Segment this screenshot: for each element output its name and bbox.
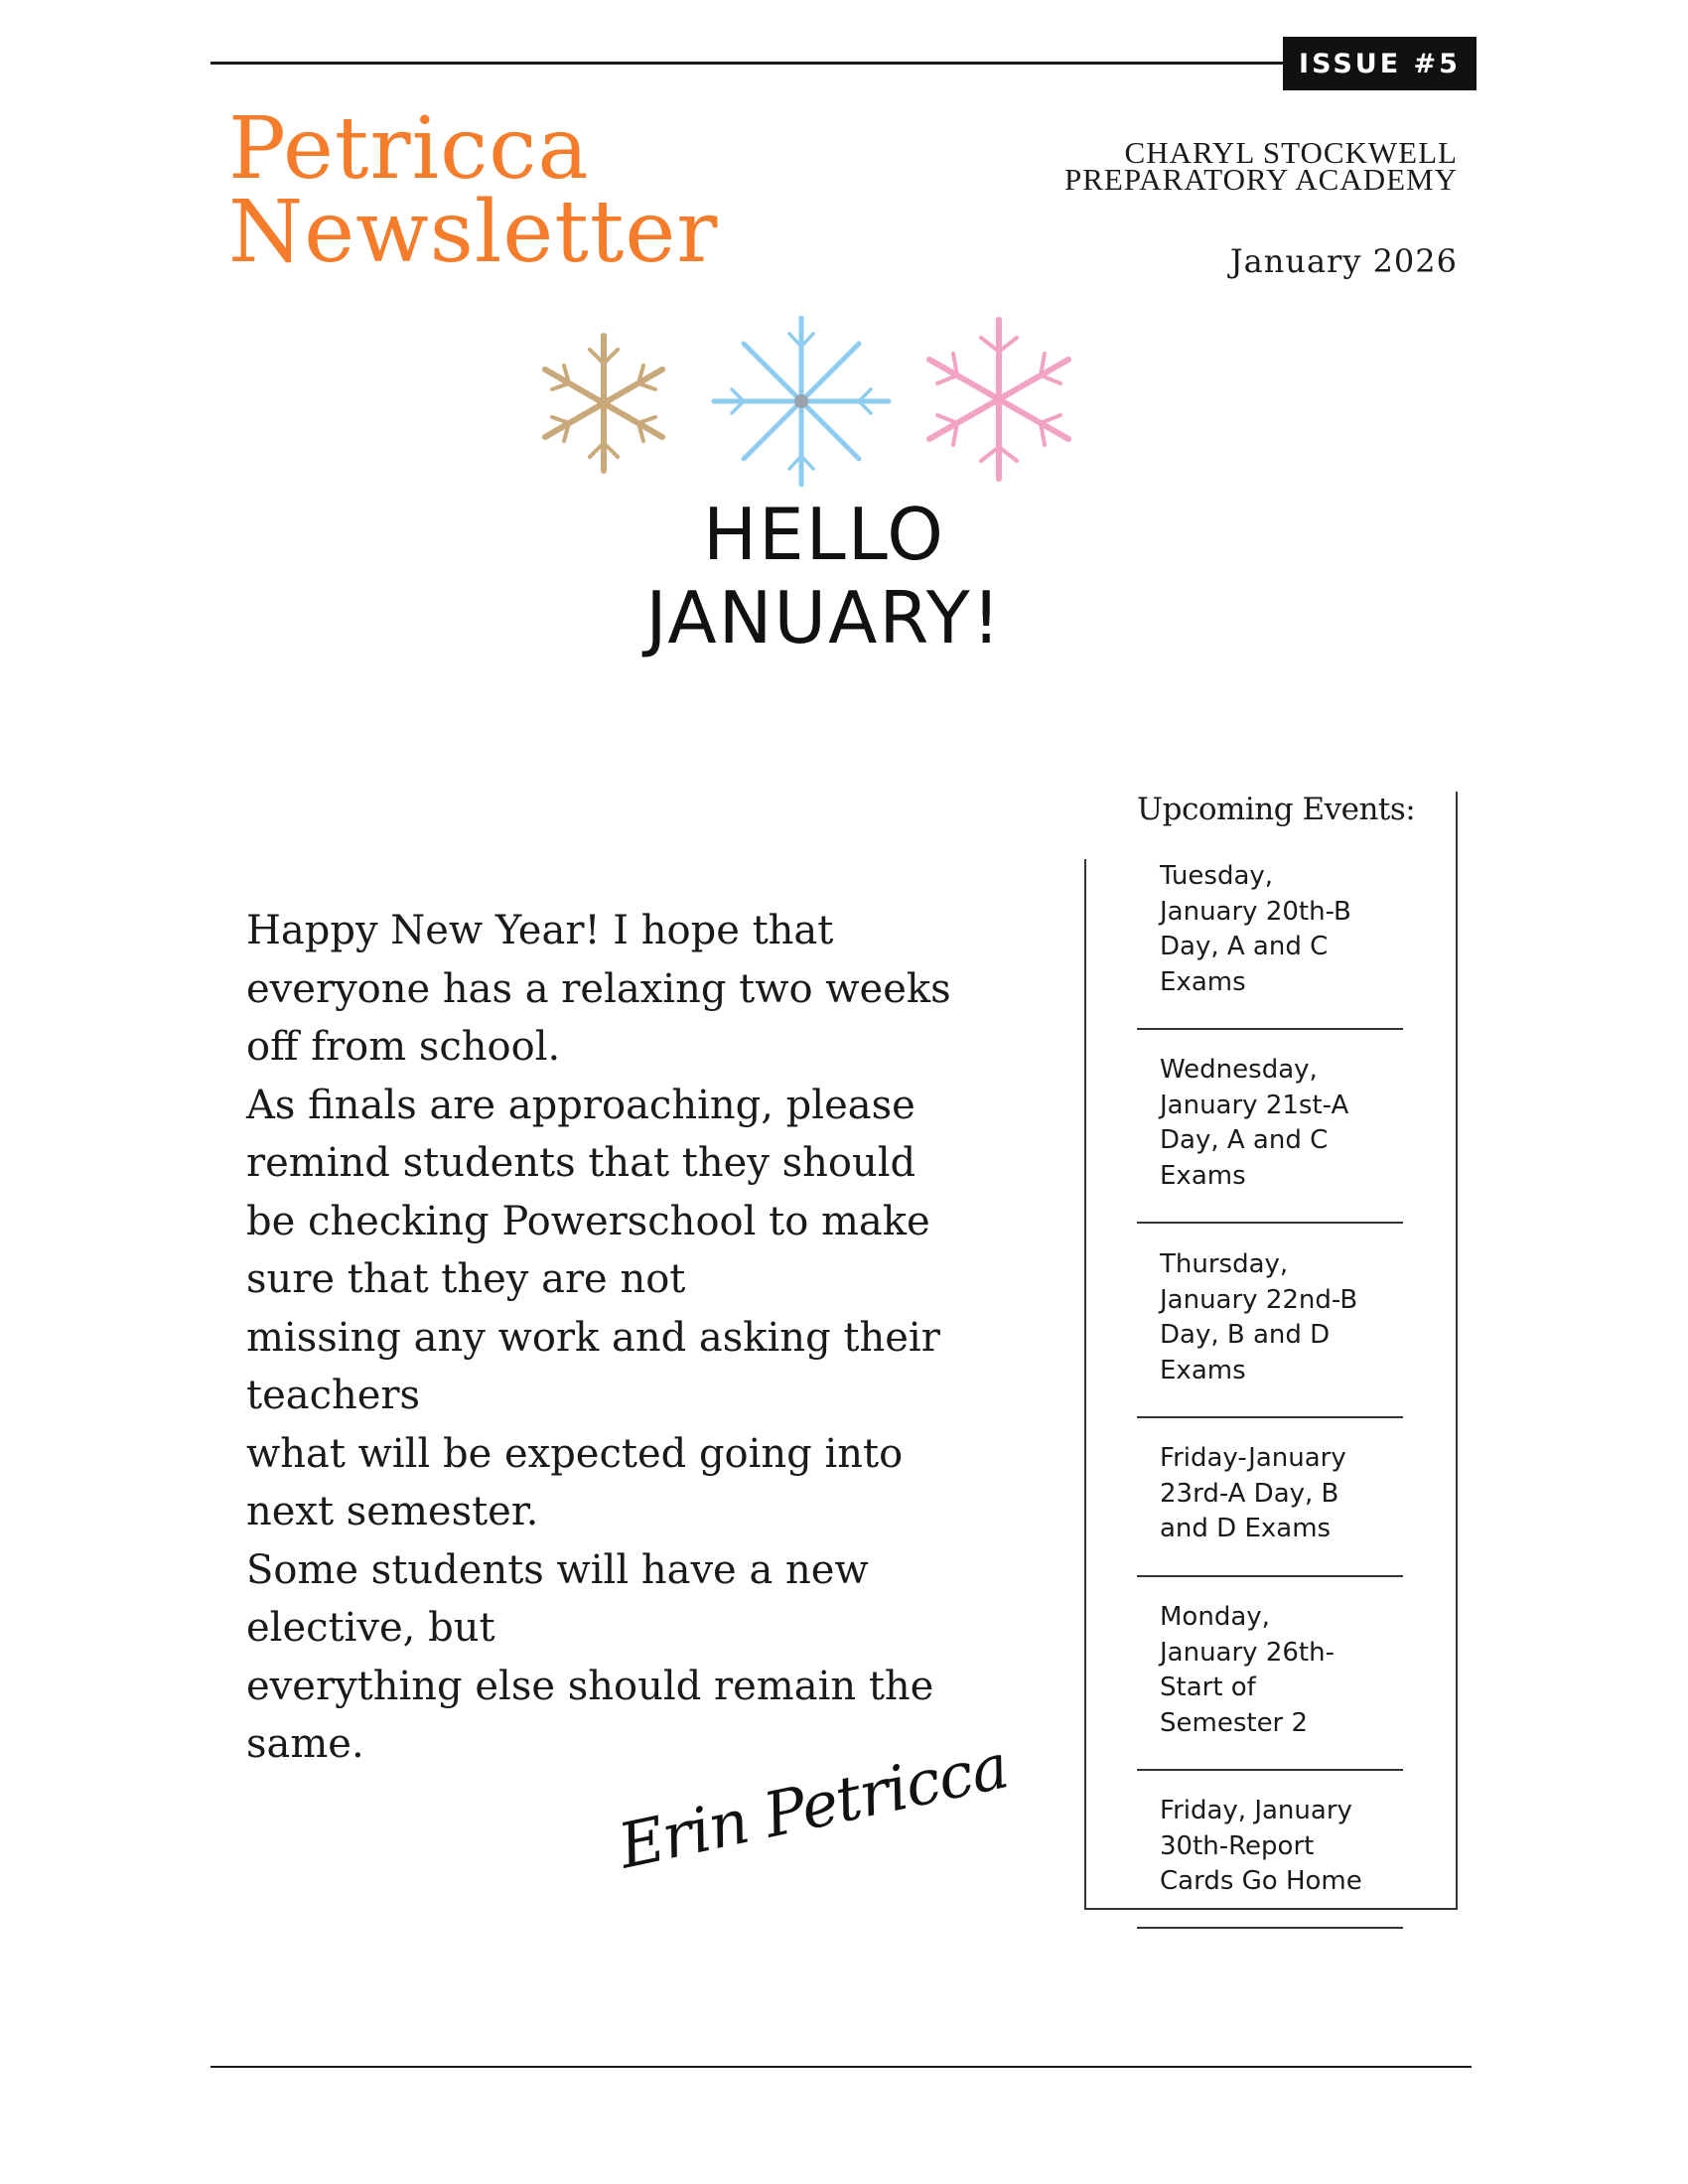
hello-january-text: HELLO JANUARY!: [645, 493, 1003, 659]
event-item: [1160, 1794, 1408, 1900]
sidebar-left-border: [1084, 859, 1086, 1910]
letter-line: same.: [246, 1721, 364, 1767]
event-line: Thursday,: [1160, 1249, 1289, 1279]
event-line: Wednesday,: [1160, 1055, 1318, 1085]
letter-line: everyone has a relaxing two weeks: [246, 965, 951, 1012]
event-line: Exams: [1160, 1355, 1246, 1385]
event-line: Semester 2: [1160, 1707, 1309, 1738]
blue-snowflake-icon: [714, 318, 889, 485]
letter-line: remind students that they should: [246, 1140, 916, 1186]
event-divider: [1137, 1222, 1403, 1224]
event-divider: [1137, 1927, 1403, 1929]
event-divider: [1137, 1769, 1403, 1771]
event-line: Tuesday,: [1160, 861, 1274, 891]
letter-line: what will be expected going into: [246, 1430, 904, 1477]
letter-line: Some students will have a new: [246, 1546, 869, 1593]
event-line: Exams: [1160, 966, 1246, 997]
top-rule: [211, 62, 1283, 65]
letter-line: next semester.: [246, 1489, 539, 1534]
event-divider: [1137, 1028, 1403, 1030]
school-name-line-2: PREPARATORY ACADEMY: [1064, 162, 1458, 197]
letter-line: off from school.: [246, 1024, 561, 1070]
event-item: [1160, 1441, 1408, 1547]
letter-line: As finals are approaching, please: [246, 1082, 915, 1128]
event-item: [1160, 1053, 1408, 1194]
event-line: January 21st-A: [1160, 1090, 1349, 1120]
school-name-line-1: CHARYL STOCKWELL: [1124, 135, 1458, 170]
event-divider: [1137, 1575, 1403, 1577]
bottom-rule: [211, 2066, 1472, 2068]
letter-line: be checking Powerschool to make: [246, 1198, 930, 1244]
event-divider: [1137, 1416, 1403, 1418]
title-line-2: Newsletter: [228, 183, 719, 282]
event-line: Friday, January: [1160, 1796, 1352, 1825]
event-line: Cards Go Home: [1160, 1866, 1362, 1896]
event-line: Day, A and C: [1160, 1125, 1329, 1155]
gold-snowflake-icon: [545, 336, 662, 471]
event-line: and D Exams: [1160, 1514, 1332, 1543]
pink-snowflake-icon: [929, 320, 1068, 479]
school-name: [902, 135, 1458, 197]
letter-line: missing any work and asking their: [246, 1314, 940, 1361]
signature-text: Erin Petricca: [612, 1729, 1015, 1883]
signature: [612, 1729, 1015, 1889]
event-line: Start of: [1160, 1673, 1256, 1702]
event-line: January 26th-: [1160, 1637, 1335, 1668]
issue-date: January 2026: [1229, 242, 1458, 280]
sidebar-bottom-border: [1084, 1908, 1458, 1910]
letter-line: everything else should remain the: [246, 1663, 934, 1709]
issue-badge: ISSUE #5: [1283, 37, 1477, 90]
event-line: January 22nd-B: [1160, 1284, 1358, 1315]
event-line: Monday,: [1160, 1602, 1270, 1632]
event-item: [1160, 1600, 1408, 1741]
event-line: 23rd-A Day, B: [1160, 1478, 1339, 1509]
events-heading: Upcoming Events:: [1137, 792, 1416, 827]
sidebar-right-border: [1456, 792, 1458, 1909]
title-line-1: Petricca: [228, 99, 590, 199]
event-item: [1160, 859, 1408, 1000]
letter-line: teachers: [246, 1373, 421, 1418]
event-line: January 20th-B: [1160, 896, 1351, 927]
event-line: Day, B and D: [1160, 1320, 1331, 1350]
event-item: [1160, 1247, 1408, 1388]
event-line: 30th-Report: [1160, 1830, 1315, 1861]
letter-line: Happy New Year! I hope that: [246, 908, 834, 953]
letter-line: sure that they are not: [246, 1256, 686, 1302]
event-line: Exams: [1160, 1160, 1246, 1191]
newsletter-title: [228, 99, 784, 282]
letter-body: [246, 902, 961, 1774]
letter-line: elective, but: [246, 1605, 495, 1651]
hello-january-graphic: [536, 316, 1112, 659]
snowflakes-group: [536, 316, 1112, 495]
event-line: Day, A and C: [1160, 932, 1329, 961]
event-line: Friday-January: [1160, 1443, 1346, 1473]
